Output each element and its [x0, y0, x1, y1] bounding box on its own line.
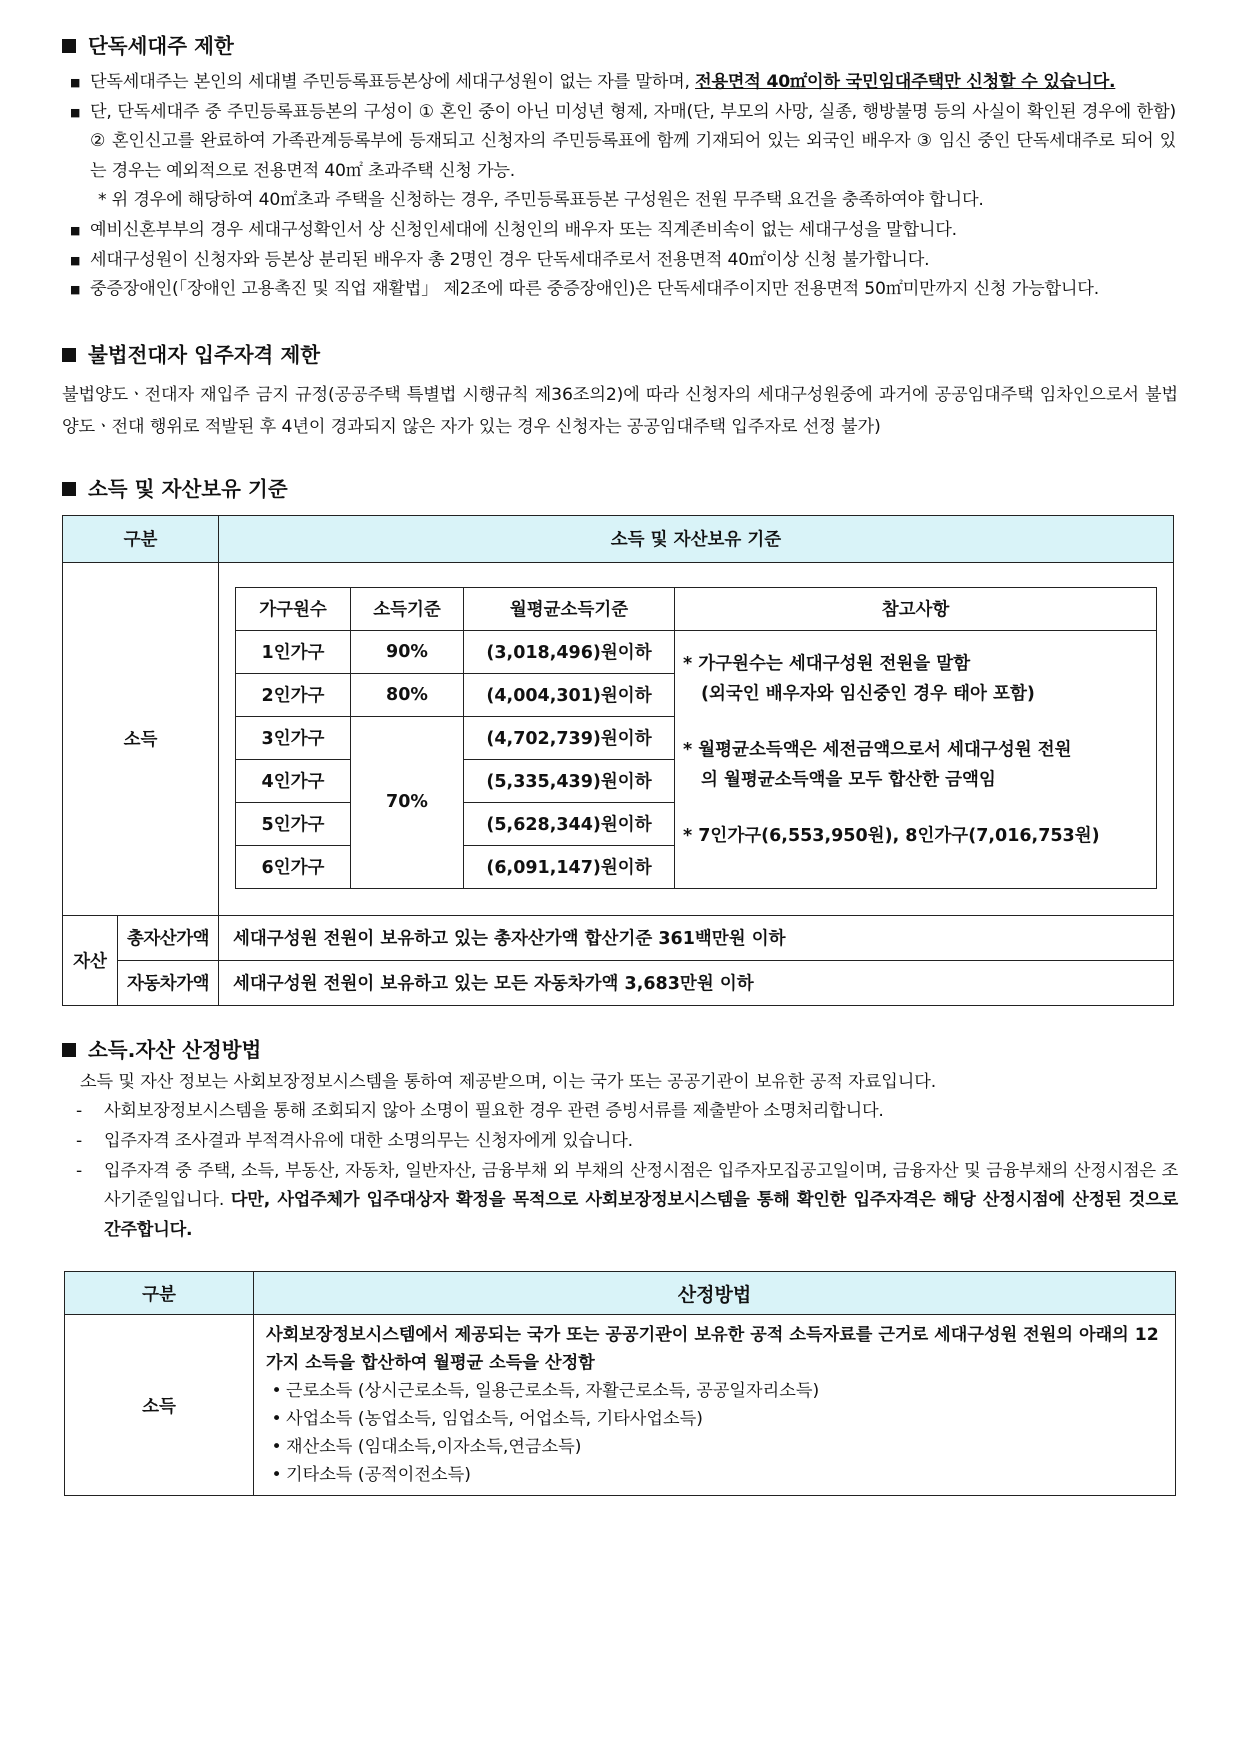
income-label: 소득 [63, 562, 219, 915]
method-item-text: 사업소득 (농업소득, 임업소득, 어업소득, 기타사업소득) [286, 1409, 703, 1430]
note-line: (외국인 배우자와 임신중인 경우 태아 포함) [701, 683, 1035, 704]
square-bullet-icon [62, 348, 76, 362]
dash-text: 입주자격 중 주택, 소득, 부동산, 자동차, 일반자산, 금융부채 외 부채의 산정시점은 입주자모집공고일이며, 금융자산 및 금융부채의 산정시점은 조사기준일입니다. [104, 1160, 1178, 1211]
section-title-text: 단독세대주 제한 [88, 34, 234, 58]
method-lead-text: 사회보장정보시스템에서 제공되는 국가 또는 공공기관이 보유한 공적 소득자료를 근거로 세대구성원 전원의 아래의 12가지 소득을 합산하여 월평균 소득을 산정함 [266, 1325, 1159, 1374]
amount-cell: (5,335,439)원이하 [464, 759, 675, 802]
dot-bullet-icon: • [266, 1437, 282, 1458]
method-item-text: 근로소득 (상시근로소득, 일용근로소득, 자활근로소득, 공공일자리소득) [286, 1381, 820, 1402]
household-cell: 4인가구 [236, 759, 351, 802]
note-text: * 위 경우에 해당하여 40㎡초과 주택을 신청하는 경우, 주민등록표등본 구성원은 전원 무주택 요건을 충족하여야 합니다. [98, 190, 984, 211]
dash-text: 사회보장정보시스템을 통해 조회되지 않아 소명이 필요한 경우 관련 증빙서류를 제출받아 소명처리합니다. [104, 1101, 884, 1122]
income-cell [219, 562, 1174, 915]
amount-cell: (4,702,739)원이하 [464, 716, 675, 759]
dash-text-emphasis: 다만, 사업주체가 입주대상자 확정을 목적으로 사회보장정보시스템을 통해 확인한 입주자격은 해당 산정시점에 산정된 것으로 간주합니다. [104, 1190, 1178, 1240]
table-header-method: 산정방법 [254, 1272, 1176, 1315]
dot-bullet-icon: • [266, 1381, 282, 1402]
dash-text: 입주자격 조사결과 부적격사유에 대한 소명의무는 신청자에게 있습니다. [104, 1130, 633, 1151]
note-line: * 월평균소득액은 세전금액으로서 세대구성원 전원 [683, 739, 1072, 760]
bullet-text-emphasis: 전용면적 40㎡이하 국민임대주택만 신청할 수 있습니다. [695, 72, 1116, 92]
total-asset-text: 세대구성원 전원이 보유하고 있는 총자산가액 합산기준 361백만원 이하 [219, 915, 1174, 960]
total-asset-label: 총자산가액 [118, 915, 219, 960]
inner-header-monthly-income: 월평균소득기준 [464, 587, 675, 630]
dash-item: - 사회보장정보시스템을 통해 조회되지 않아 소명이 필요한 경우 관련 증빙서류를 제출받아 소명처리합니다. [76, 1101, 884, 1122]
bullet-item [68, 246, 1176, 276]
section-title-income-assets [62, 473, 1178, 505]
calculation-intro: 소득 및 자산 정보는 사회보장정보시스템을 통하여 제공받으며, 이는 국가 또는 공공기관이 보유한 공적 자료입니다. [80, 1071, 937, 1092]
percent-cell: 80% [351, 673, 464, 716]
table-header-category: 구분 [63, 515, 219, 562]
bullet-text: 예비신혼부부의 경우 세대구성확인서 상 신청인세대에 신청인의 배우자 또는 직계존비속이 없는 세대구성을 말합니다. [90, 219, 957, 240]
car-asset-text: 세대구성원 전원이 보유하고 있는 모든 자동차가액 3,683만원 이하 [219, 960, 1174, 1005]
dot-bullet-icon: • [266, 1465, 282, 1486]
household-cell: 5인가구 [236, 802, 351, 845]
amount-cell: (5,628,344)원이하 [464, 802, 675, 845]
dash-item: - 입주자격 중 주택, 소득, 부동산, 자동차, 일반자산, 금융부채 외 부채의 산정시점은 입주자모집공고일이며, 금융자산 및 금융부채의 산정시점은 조사기준일입니다. 다만, 사업주체가 입주대상자 확정을 목적으로 사회보장정보시스템을 통해 확인한 입주자격은 해당 산정시점에 산정된 것으로 간주합니다. [76, 1160, 1178, 1240]
method-list-item [266, 1433, 1165, 1461]
bullet-text: 세대구성원이 신청자와 등본상 분리된 배우자 총 2명인 경우 단독세대주로서 전용면적 40㎡이상 신청 불가합니다. [90, 249, 930, 270]
income-method-cell [254, 1315, 1176, 1496]
income-row-label: 소득 [65, 1315, 254, 1496]
table-header-criteria: 소득 및 자산보유 기준 [219, 515, 1174, 562]
square-bullet-icon: ■ [70, 253, 81, 267]
asset-label: 자산 [63, 915, 118, 1005]
bullet-text: 단, 단독세대주 중 주민등록표등본의 구성이 ① 혼인 중이 아닌 미성년 형제, 자매(단, 부모의 사망, 실종, 행방불명 등의 사실이 확인된 경우에 한함) ② 혼인신고를 완료하여 가족관계등록부에 등재되고 신청자의 주민등록표에 함께 기재되어 있는 외국인 배우자 ③ 임신 중인 단독세대주로 되어 있는 경우는 예외적으로 전용면적 40㎡ 초과주택 신청 가능. [90, 101, 1176, 181]
square-bullet-icon [62, 39, 76, 53]
income-standards-table [235, 587, 1157, 889]
sublease-paragraph: 불법양도ㆍ전대자 재입주 금지 규정(공공주택 특별법 시행규칙 제36조의2)에 따라 신청자의 세대구성원중에 과거에 공공임대주택 임차인으로서 불법양도ㆍ전대 행위로 적발된 후 4년이 경과되지 않은 자가 있는 경우 신청자는 공공임대주택 입주자로 선정 불가) [62, 384, 1178, 437]
square-bullet-icon: ■ [70, 105, 81, 119]
bullet-item [68, 98, 1176, 187]
inner-header-notes: 참고사항 [675, 587, 1157, 630]
dot-bullet-icon: • [266, 1409, 282, 1430]
calculation-method-table [64, 1271, 1176, 1496]
square-bullet-icon [62, 482, 76, 496]
square-bullet-icon: ■ [70, 283, 81, 297]
percent-cell: 70% [351, 716, 464, 888]
section-title-single-head [62, 30, 1178, 62]
income-asset-table [62, 515, 1174, 1006]
method-list-item [266, 1377, 1165, 1405]
household-cell: 1인가구 [236, 630, 351, 673]
method-item-text: 기타소득 (공적이전소득) [286, 1465, 471, 1486]
household-cell: 6인가구 [236, 845, 351, 888]
method-item-text: 재산소득 (임대소득,이자소득,연금소득) [286, 1437, 582, 1458]
bullet-item [68, 216, 1176, 246]
amount-cell: (6,091,147)원이하 [464, 845, 675, 888]
bullet-text: 중증장애인(「장애인 고용촉진 및 직업 재활법」 제2조에 따른 중증장애인)은 단독세대주이지만 전용면적 50㎡미만까지 신청 가능합니다. [90, 279, 1099, 300]
section-title-text: 소득.자산 산정방법 [88, 1037, 262, 1062]
household-cell: 2인가구 [236, 673, 351, 716]
document-page [62, 22, 1178, 1496]
note-line: 의 월평균소득액을 모두 합산한 금액임 [701, 769, 996, 790]
method-list-item [266, 1405, 1165, 1433]
section-title-text: 소득 및 자산보유 기준 [88, 476, 288, 501]
bullet-item [68, 275, 1176, 305]
amount-cell: (4,004,301)원이하 [464, 673, 675, 716]
square-bullet-icon: ■ [70, 76, 81, 89]
square-bullet-icon: ■ [70, 223, 81, 237]
section-title-calculation [62, 1034, 1178, 1066]
section-title-illegal-sublease [62, 339, 1178, 371]
note-line: * 가구원수는 세대구성원 전원을 말함 [683, 653, 971, 674]
note-line: * 7인가구(6,553,950원), 8인가구(7,016,753원) [683, 825, 1100, 846]
inner-header-income-standard: 소득기준 [351, 587, 464, 630]
percent-cell: 90% [351, 630, 464, 673]
household-cell: 3인가구 [236, 716, 351, 759]
table-header-category: 구분 [65, 1272, 254, 1315]
section-title-text: 불법전대자 입주자격 제한 [88, 342, 321, 367]
bullet-item [68, 68, 1176, 98]
bullet-text: 단독세대주는 본인의 세대별 주민등록표등본상에 세대구성원이 없는 자를 말하며, [90, 72, 696, 92]
dash-item: - 입주자격 조사결과 부적격사유에 대한 소명의무는 신청자에게 있습니다. [76, 1130, 633, 1151]
square-bullet-icon [62, 1043, 76, 1057]
amount-cell: (3,018,496)원이하 [464, 630, 675, 673]
notes-cell [675, 630, 1157, 888]
method-list-item [266, 1461, 1165, 1489]
car-asset-label: 자동차가액 [118, 960, 219, 1005]
inner-header-household: 가구원수 [236, 587, 351, 630]
